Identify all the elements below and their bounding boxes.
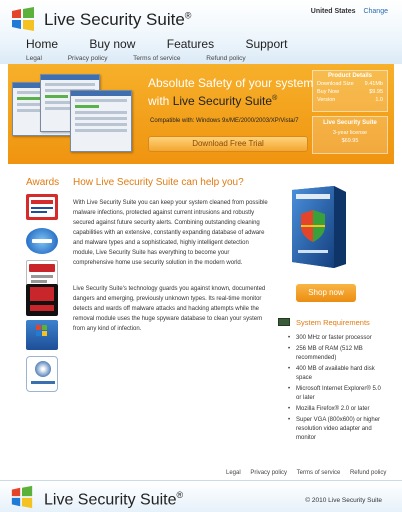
license-term: 3-year license [332, 130, 368, 136]
screenshot-window [70, 90, 132, 152]
requirements-list [288, 334, 386, 445]
main-paragraph: With Live Security Suite you can keep your system cleaned from possible malware infections, protected against current intrusions and robustly secured against future security alerts. Combining outstanding cleaning capabilities with an extensive, constantly expanding database of adware and malware types and a sophisticated, highly intelligent detection module, Live Security Suite has everything to become your comprehensive home use security solution in the modern world. [73, 200, 268, 266]
footer-brand: Live Security Suite® [44, 490, 184, 509]
award-pcpro-icon [26, 284, 58, 316]
sub-nav [26, 55, 270, 62]
main-nav [26, 37, 315, 51]
list-item: • Super VGA (800x600) or higher resolution video adapter and monitor [288, 416, 386, 443]
brand-title[interactable]: Live Security Suite® [44, 10, 192, 29]
nav-home[interactable]: Home [26, 37, 59, 51]
list-item: • 256 MB of RAM (512 MB recommended) [288, 345, 386, 363]
award-cnet-icon [26, 260, 58, 286]
detail-row: Buy Now $9.95 [317, 89, 383, 95]
footer-link-legal[interactable]: Legal [226, 470, 241, 476]
license-price: $69.95 [341, 138, 359, 144]
country-label: United States [310, 8, 356, 15]
subnav-refund-policy[interactable]: Refund policy [206, 55, 246, 62]
nav-features[interactable]: Features [166, 37, 215, 51]
license-title: Live Security Suite [323, 120, 377, 126]
product-box-image [288, 184, 350, 268]
product-screenshots [12, 70, 136, 158]
site-footer [0, 480, 402, 512]
award-windows7-icon [26, 320, 58, 350]
nav-buy-now[interactable]: Buy now [89, 37, 136, 51]
subnav-legal[interactable]: Legal [26, 55, 42, 62]
footer-link-refund-policy[interactable]: Refund policy [349, 470, 387, 476]
compatibility-text: Compatible with: Windows 9x/ME/2000/2003/XP/Vista/7 [150, 118, 299, 124]
awards-title: Awards [26, 177, 60, 188]
license-panel[interactable] [312, 116, 388, 154]
banner-subheadline: with Live Security Suite® [148, 94, 278, 108]
memory-chip-icon [278, 318, 290, 326]
change-region-link[interactable]: Change [363, 8, 388, 15]
banner-headline: Absolute Safety of your system [148, 76, 314, 90]
footer-link-privacy-policy[interactable]: Privacy policy [250, 470, 288, 476]
award-pcutilities-icon [26, 228, 58, 254]
site-header [0, 0, 402, 64]
footer-links [226, 470, 394, 476]
award-windows-vista-icon [26, 356, 58, 392]
shop-now-button[interactable]: Shop now [296, 284, 356, 302]
windows-logo-icon[interactable] [10, 6, 36, 32]
list-item: • 300 MHz or faster processor [288, 334, 386, 343]
region-selector [311, 8, 388, 15]
product-details-panel [312, 70, 388, 112]
list-item: • Microsoft Internet Explorer® 5.0 or later [288, 385, 386, 403]
main-paragraph: Live Security Suite's technology guards you against known, documented dangers and emerging, previously unknown types. Its real-time monitor detects and wards off malware attacks and hacking attempts while the removal module uses the huge spyware database to clean your system from any kind of infection. [73, 286, 266, 332]
system-requirements-title: System Requirements [296, 318, 370, 327]
copyright-text: © 2010 Live Security Suite [305, 497, 382, 504]
list-item: • Mozilla Firefox® 2.0 or later [288, 405, 386, 414]
nav-support[interactable]: Support [245, 37, 288, 51]
main-title: How Live Security Suite can help you? [73, 177, 244, 188]
footer-link-terms-of-service[interactable]: Terms of service [296, 470, 341, 476]
detail-row: Version 1.0 [317, 97, 383, 103]
award-computerworld-icon [26, 194, 58, 220]
download-free-trial-button[interactable]: Download Free Trial [148, 136, 308, 152]
subnav-terms-of-service[interactable]: Terms of service [133, 55, 181, 62]
windows-logo-icon [10, 485, 34, 509]
subnav-privacy-policy[interactable]: Privacy policy [67, 55, 108, 62]
detail-row: Download Size 9.41Mb [317, 81, 383, 87]
product-details-title: Product Details [327, 73, 372, 79]
list-item: • 400 MB of available hard disk space [288, 365, 386, 383]
